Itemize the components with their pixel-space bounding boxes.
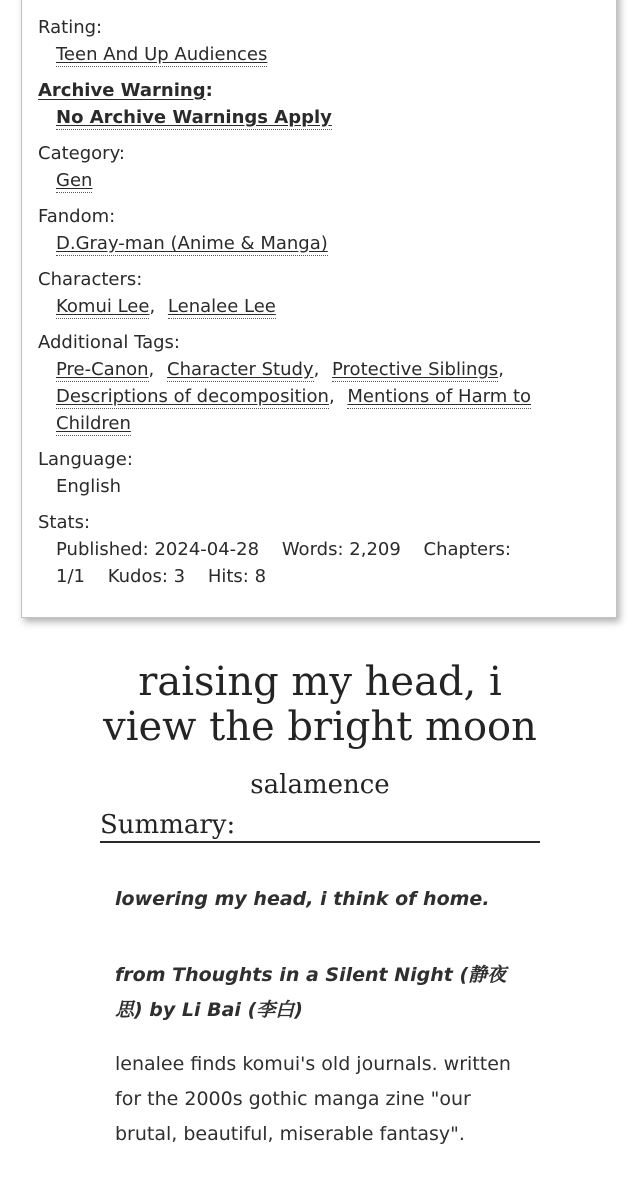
stat-label: Chapters:	[423, 539, 511, 560]
tag-link[interactable]: No Archive Warnings Apply	[56, 107, 332, 128]
tag-link[interactable]: Protective Siblings	[332, 359, 499, 380]
tag-link[interactable]: Character Study	[167, 359, 314, 380]
tag-link[interactable]: Teen And Up Audiences	[56, 44, 268, 65]
tag-separator: ,	[328, 386, 341, 407]
tag-link[interactable]: Descriptions of decomposition	[56, 386, 329, 407]
meta-label: Category:	[38, 143, 125, 164]
meta-label[interactable]: Archive Warning:	[38, 80, 213, 101]
meta-label: Rating:	[38, 17, 103, 38]
meta-group	[38, 509, 580, 590]
summary-paragraph: from Thoughts in a Silent Night (静夜思) by Li Bai (李白)	[115, 964, 507, 1021]
work-meta-list	[38, 14, 580, 590]
meta-group	[38, 266, 580, 320]
stat-label: Hits:	[207, 566, 249, 587]
meta-value	[56, 167, 580, 194]
work-meta-box	[21, 0, 617, 618]
meta-value: English	[56, 476, 121, 497]
work-title: raising my head, i view the bright moon	[103, 659, 537, 750]
summary-heading: Summary:	[100, 810, 540, 843]
tag-separator: ,	[498, 359, 504, 380]
meta-label: Characters:	[38, 269, 143, 290]
tag-link[interactable]: Pre-Canon	[56, 359, 149, 380]
meta-label: Additional Tags:	[38, 332, 180, 353]
stat-value: 8	[254, 566, 267, 587]
tag-link[interactable]: D.Gray-man (Anime & Manga)	[56, 233, 328, 254]
meta-group	[38, 329, 580, 437]
tag-separator: ,	[148, 359, 160, 380]
meta-value	[56, 104, 580, 131]
summary-paragraph: lowering my head, i think of home.	[115, 888, 490, 910]
summary-paragraph: lenalee finds komui's old journals. written for the 2000s gothic manga zine "our brutal, beautiful, miserable fantasy".	[115, 1053, 511, 1145]
stat-label: Words:	[281, 539, 344, 560]
meta-group	[38, 203, 580, 257]
tag-link[interactable]: Lenalee Lee	[167, 296, 276, 317]
meta-group	[38, 14, 580, 68]
stat-value: 2,209	[349, 539, 401, 560]
stat-value: 1/1	[56, 566, 85, 587]
meta-value	[56, 356, 580, 437]
meta-group	[38, 77, 580, 131]
author-link[interactable]: salamence	[250, 770, 390, 800]
stat-label: Kudos:	[107, 566, 168, 587]
tag-link[interactable]: Gen	[56, 170, 93, 191]
meta-value	[56, 293, 580, 320]
tag-separator: ,	[149, 296, 161, 317]
meta-value	[56, 41, 580, 68]
meta-label: Stats:	[38, 512, 91, 533]
meta-value	[56, 536, 561, 590]
meta-group	[38, 140, 580, 194]
meta-group	[38, 446, 580, 500]
meta-label: Fandom:	[38, 206, 116, 227]
stat-value: 3	[173, 566, 186, 587]
stat-value: 2024-04-28	[154, 539, 260, 560]
stat-label: Published:	[56, 539, 149, 560]
byline	[0, 770, 640, 800]
tag-separator: ,	[313, 359, 326, 380]
meta-label-link[interactable]: Archive Warning	[38, 80, 206, 101]
meta-label: Language:	[38, 449, 133, 470]
tag-link[interactable]: Komui Lee	[56, 296, 150, 317]
summary-blockquote	[115, 882, 527, 1171]
meta-value	[56, 230, 580, 257]
tag-link[interactable]: Mentions of Harm to Children	[56, 386, 532, 434]
